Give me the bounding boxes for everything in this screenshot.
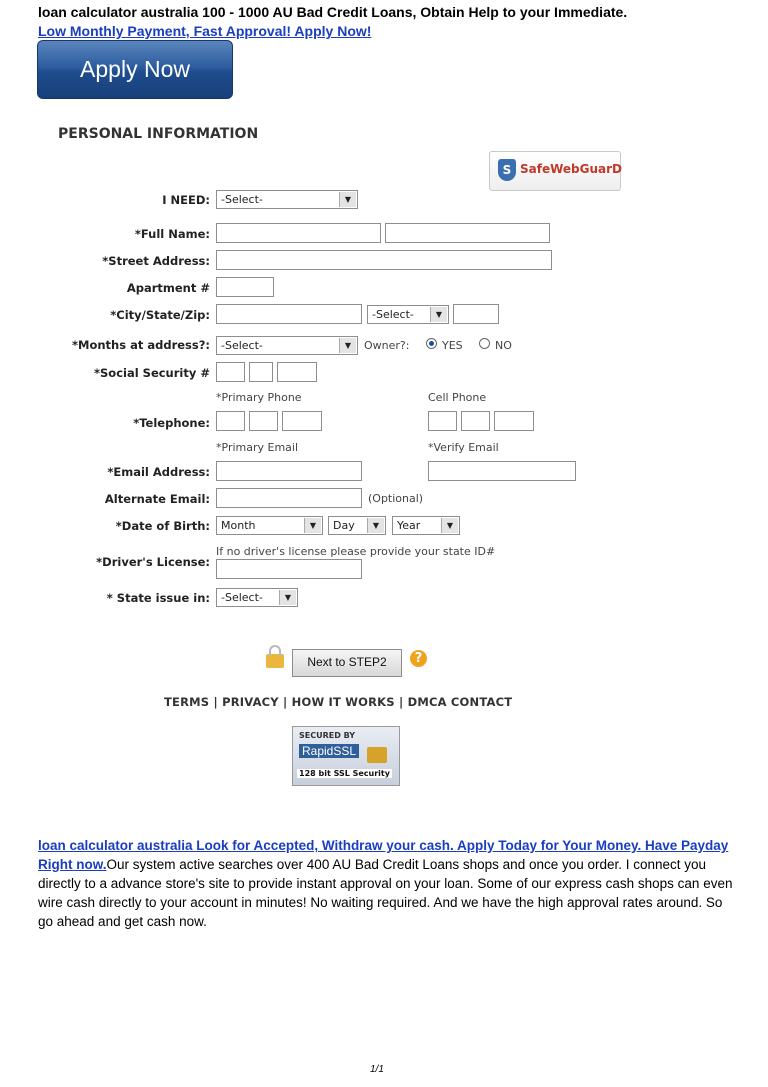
- months-value: -Select-: [221, 339, 263, 352]
- apply-now-link[interactable]: Low Monthly Payment, Fast Approval! Apply Now!: [38, 23, 372, 39]
- chevron-down-icon: ▼: [367, 518, 384, 533]
- verify-email-input[interactable]: [428, 461, 576, 481]
- badge-text: SafeWebGuarD: [520, 162, 623, 176]
- primary-email-label: *Primary Email: [216, 441, 299, 454]
- months-label: *Months at address?:: [72, 338, 210, 352]
- license-input[interactable]: [216, 559, 362, 579]
- dob-label: *Date of Birth:: [115, 519, 210, 533]
- next-step-button[interactable]: Next to STEP2: [292, 649, 402, 677]
- city-label: *City/State/Zip:: [110, 308, 210, 322]
- padlock-icon: [367, 747, 387, 763]
- ssn-part1-input[interactable]: [216, 362, 245, 382]
- chevron-down-icon: ▼: [430, 307, 447, 322]
- dob-day-select[interactable]: [328, 516, 386, 535]
- help-icon[interactable]: ?: [410, 650, 427, 667]
- rapidssl-seal: [292, 726, 400, 786]
- last-name-input[interactable]: [385, 223, 550, 243]
- alt-email-input[interactable]: [216, 488, 362, 508]
- i-need-label: I NEED:: [162, 193, 210, 207]
- apartment-label: Apartment #: [126, 281, 210, 295]
- month-value: Month: [221, 519, 256, 532]
- apartment-input[interactable]: [216, 277, 274, 297]
- ssn-part2-input[interactable]: [249, 362, 273, 382]
- owner-no-radio[interactable]: [479, 338, 490, 349]
- cell-area-input[interactable]: [428, 411, 457, 431]
- first-name-input[interactable]: [216, 223, 381, 243]
- alt-email-label: Alternate Email:: [104, 492, 210, 506]
- i-need-value: -Select-: [221, 193, 263, 206]
- ssl-security: 128 bit SSL Security: [299, 769, 390, 778]
- article-body: [38, 836, 738, 931]
- street-label: *Street Address:: [102, 254, 210, 268]
- optional-label: (Optional): [368, 492, 424, 505]
- chevron-down-icon: ▼: [339, 192, 356, 207]
- email-input[interactable]: [216, 461, 362, 481]
- state-issue-select[interactable]: [216, 588, 298, 607]
- cell-prefix-input[interactable]: [461, 411, 490, 431]
- phone-prefix-input[interactable]: [249, 411, 278, 431]
- section-title: PERSONAL INFORMATION: [58, 126, 259, 142]
- state-value: -Select-: [372, 308, 414, 321]
- chevron-down-icon: ▼: [441, 518, 458, 533]
- article-link[interactable]: loan calculator australia Look for Accepted, Withdraw your cash. Apply Today for Your Money. Have Payday Right now.: [38, 838, 729, 872]
- footer-links[interactable]: TERMS | PRIVACY | HOW IT WORKS | DMCA CONTACT: [164, 695, 513, 709]
- primary-phone-label: *Primary Phone: [216, 391, 302, 404]
- chevron-down-icon: ▼: [339, 338, 356, 353]
- ssl-brand: RapidSSL: [299, 744, 359, 758]
- ssn-label: *Social Security #: [94, 366, 210, 380]
- ssn-part3-input[interactable]: [277, 362, 317, 382]
- page-number: 1/1: [370, 1064, 384, 1075]
- ssl-secured-by: SECURED BY: [299, 731, 356, 740]
- owner-no-label: NO: [495, 339, 512, 352]
- telephone-label: *Telephone:: [133, 416, 210, 430]
- owner-label: Owner?:: [364, 339, 410, 352]
- shield-icon: S: [498, 159, 516, 181]
- safewebguard-badge: [489, 151, 621, 191]
- owner-yes-label: YES: [442, 339, 463, 352]
- article-text: Our system active searches over 400 AU Bad Credit Loans shops and once you order. I connect you directly to a advance store's site to provide instant approval on your loan. Some of our express cash shops can even wire cash directly to your account in minutes! No waiting required. And we have the high approval rates around. So go ahead and get cash now.: [38, 857, 733, 929]
- full-name-label: *Full Name:: [134, 227, 210, 241]
- chevron-down-icon: ▼: [279, 590, 296, 605]
- state-select[interactable]: [367, 305, 449, 324]
- apply-now-button[interactable]: Apply Now: [37, 40, 233, 99]
- state-issue-label: * State issue in:: [106, 591, 210, 605]
- license-note: If no driver's license please provide your state ID#: [216, 545, 496, 558]
- phone-line-input[interactable]: [282, 411, 322, 431]
- page-title: loan calculator australia 100 - 1000 AU Bad Credit Loans, Obtain Help to your Immediate.: [38, 4, 628, 20]
- months-select[interactable]: [216, 336, 358, 355]
- lock-icon: [266, 654, 284, 668]
- phone-area-input[interactable]: [216, 411, 245, 431]
- cell-line-input[interactable]: [494, 411, 534, 431]
- owner-yes-radio[interactable]: [426, 338, 437, 349]
- email-label: *Email Address:: [107, 465, 210, 479]
- dob-year-select[interactable]: [392, 516, 460, 535]
- dob-month-select[interactable]: [216, 516, 323, 535]
- i-need-select[interactable]: [216, 190, 358, 209]
- state-issue-value: -Select-: [221, 591, 263, 604]
- year-value: Year: [397, 519, 421, 532]
- cell-phone-label: Cell Phone: [428, 391, 487, 404]
- street-input[interactable]: [216, 250, 552, 270]
- loan-form-image: [52, 118, 652, 798]
- zip-input[interactable]: [453, 304, 499, 324]
- verify-email-label: *Verify Email: [428, 441, 499, 454]
- day-value: Day: [333, 519, 355, 532]
- city-input[interactable]: [216, 304, 362, 324]
- license-label: *Driver's License:: [96, 555, 210, 569]
- chevron-down-icon: ▼: [304, 518, 321, 533]
